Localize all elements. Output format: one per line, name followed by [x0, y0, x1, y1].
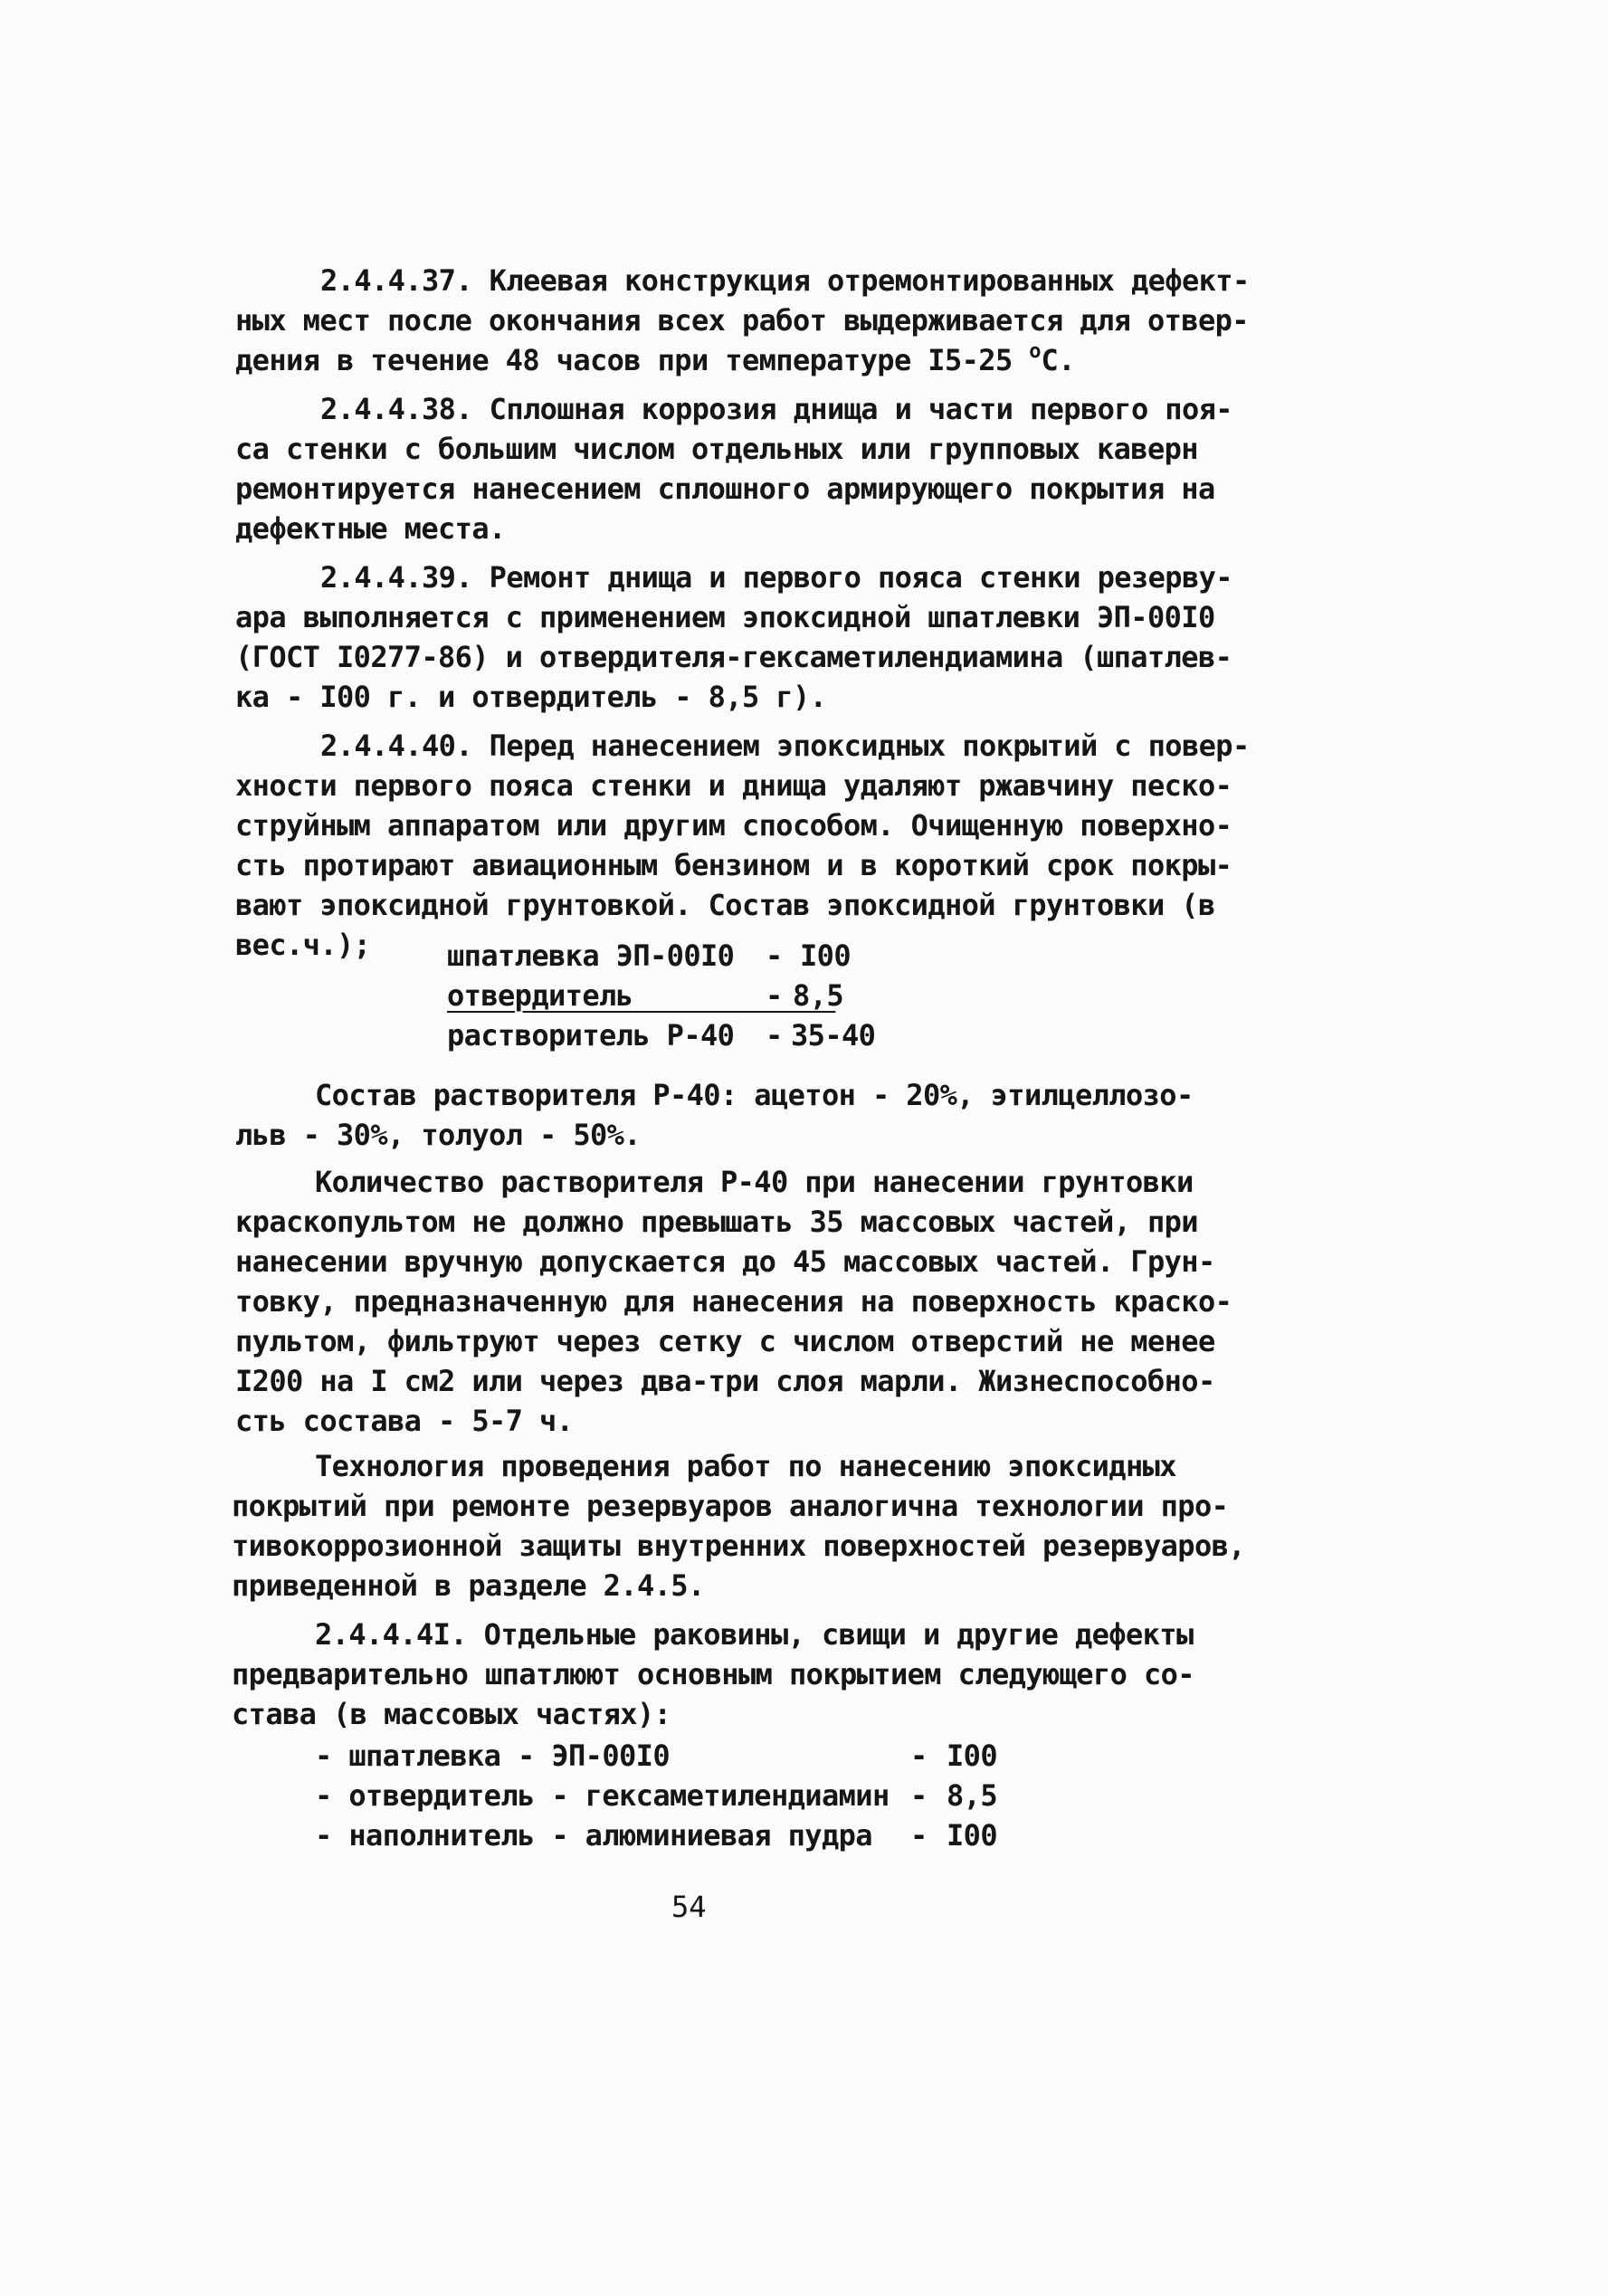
composition-item-value: I00 — [947, 1818, 997, 1853]
composition-item-value: I00 — [800, 938, 851, 973]
composition-item-dash: - — [766, 938, 783, 973]
text-line: вес.ч.); — [235, 928, 371, 962]
text-line: краскопультом не должно превышать 35 массовых частей, при — [235, 1205, 1198, 1239]
text-line: струйным аппаратом или другим способом. Очищенную поверхно- — [235, 808, 1232, 843]
composition-item-dash: - — [910, 1739, 928, 1773]
text-line: Состав растворителя Р-40: ацетон - 20%, этилцеллозо- — [315, 1078, 1194, 1112]
text-line: ных мест после окончания всех работ выдерживается для отвер- — [235, 303, 1249, 338]
text-line: I200 на I см2 или через два-три слоя марли. Жизнеспособно- — [235, 1364, 1215, 1398]
composition-item-dash: - — [766, 978, 783, 1013]
text-line: нанесении вручную допускается до 45 массовых частей. Грун- — [235, 1244, 1215, 1279]
text-line: дения в течение 48 часов при температуре I5-25 $^о$С. — [235, 340, 1075, 377]
text-line: сть состава - 5-7 ч. — [235, 1404, 574, 1438]
composition-item-name: растворитель Р-40 — [447, 1018, 735, 1053]
composition-item-name: отвердитель — [447, 978, 633, 1013]
composition-item-value: I00 — [947, 1739, 997, 1773]
composition-item-name: - шпатлевка - ЭП-00I0 — [315, 1739, 670, 1773]
composition-item-name: - отвердитель - гексаметилендиамин — [315, 1778, 890, 1813]
text-line: сть протирают авиационным бензином и в короткий срок покры- — [235, 848, 1232, 882]
page-number: 54 — [671, 1890, 707, 1924]
text-line: хности первого пояса стенки и днища удаляют ржавчину песко- — [235, 768, 1232, 803]
text-line: 2.4.4.4I. Отдельные раковины, свищи и другие дефекты — [315, 1617, 1194, 1652]
text-line: 2.4.4.37. Клеевая конструкция отремонтированных дефект- — [320, 263, 1250, 298]
text-line: става (в массовых частях): — [232, 1697, 671, 1731]
text-line: са стенки с большим числом отдельных или групповых каверн — [235, 432, 1198, 466]
text-line: ремонтируется нанесением сплошного армирующего покрытия на — [235, 472, 1215, 506]
text-line: приведенной в разделе 2.4.5. — [232, 1568, 705, 1603]
composition-item-value: 8,5 — [947, 1778, 997, 1813]
text-line: (ГОСТ I0277-86) и отвердителя-гексаметилендиамина (шпатлев- — [235, 640, 1232, 674]
composition-item-name: шпатлевка ЭП-00I0 — [447, 938, 735, 973]
text-line: предварительно шпатлюют основным покрытием следующего со- — [232, 1657, 1194, 1691]
degree-mark: о — [1029, 340, 1042, 363]
text-line: пультом, фильтруют через сетку с числом отверстий не менее — [235, 1324, 1215, 1358]
composition-item-value: 35-40 — [791, 1018, 876, 1053]
composition-item-value: 8,5 — [793, 978, 843, 1013]
text-line: ара выполняется с применением эпоксидной шпатлевки ЭП-00I0 — [235, 600, 1215, 634]
text-line: вают эпоксидной грунтовкой. Состав эпоксидной грунтовки (в — [235, 888, 1215, 922]
composition-item-dash: - — [910, 1818, 928, 1853]
text-line: 2.4.4.39. Ремонт днища и первого пояса стенки резерву- — [320, 560, 1232, 595]
text-line: товку, предназначенную для нанесения на поверхность краско- — [235, 1284, 1232, 1319]
text-line: дефектные места. — [235, 511, 506, 546]
text-line: ка - I00 г. и отвердитель - 8,5 г). — [235, 680, 827, 714]
text-line: покрытий при ремонте резервуаров аналогична технологии про- — [232, 1489, 1229, 1523]
composition-item-dash: - — [766, 1018, 783, 1053]
composition-item-dash: - — [910, 1778, 928, 1813]
composition-item-name: - наполнитель - алюминиевая пудра — [315, 1818, 872, 1853]
text-line: льв - 30%, толуол - 50%. — [235, 1118, 641, 1152]
text-line: тивокоррозионной защиты внутренних поверхностей резервуаров, — [232, 1529, 1245, 1563]
text-line: 2.4.4.40. Перед нанесением эпоксидных покрытий с повер- — [320, 729, 1250, 763]
text-line: Технология проведения работ по нанесению эпоксидных — [315, 1449, 1176, 1483]
text-line: 2.4.4.38. Сплошная коррозия днища и части первого поя- — [320, 392, 1232, 426]
text-line: Количество растворителя Р-40 при нанесении грунтовки — [315, 1165, 1194, 1199]
